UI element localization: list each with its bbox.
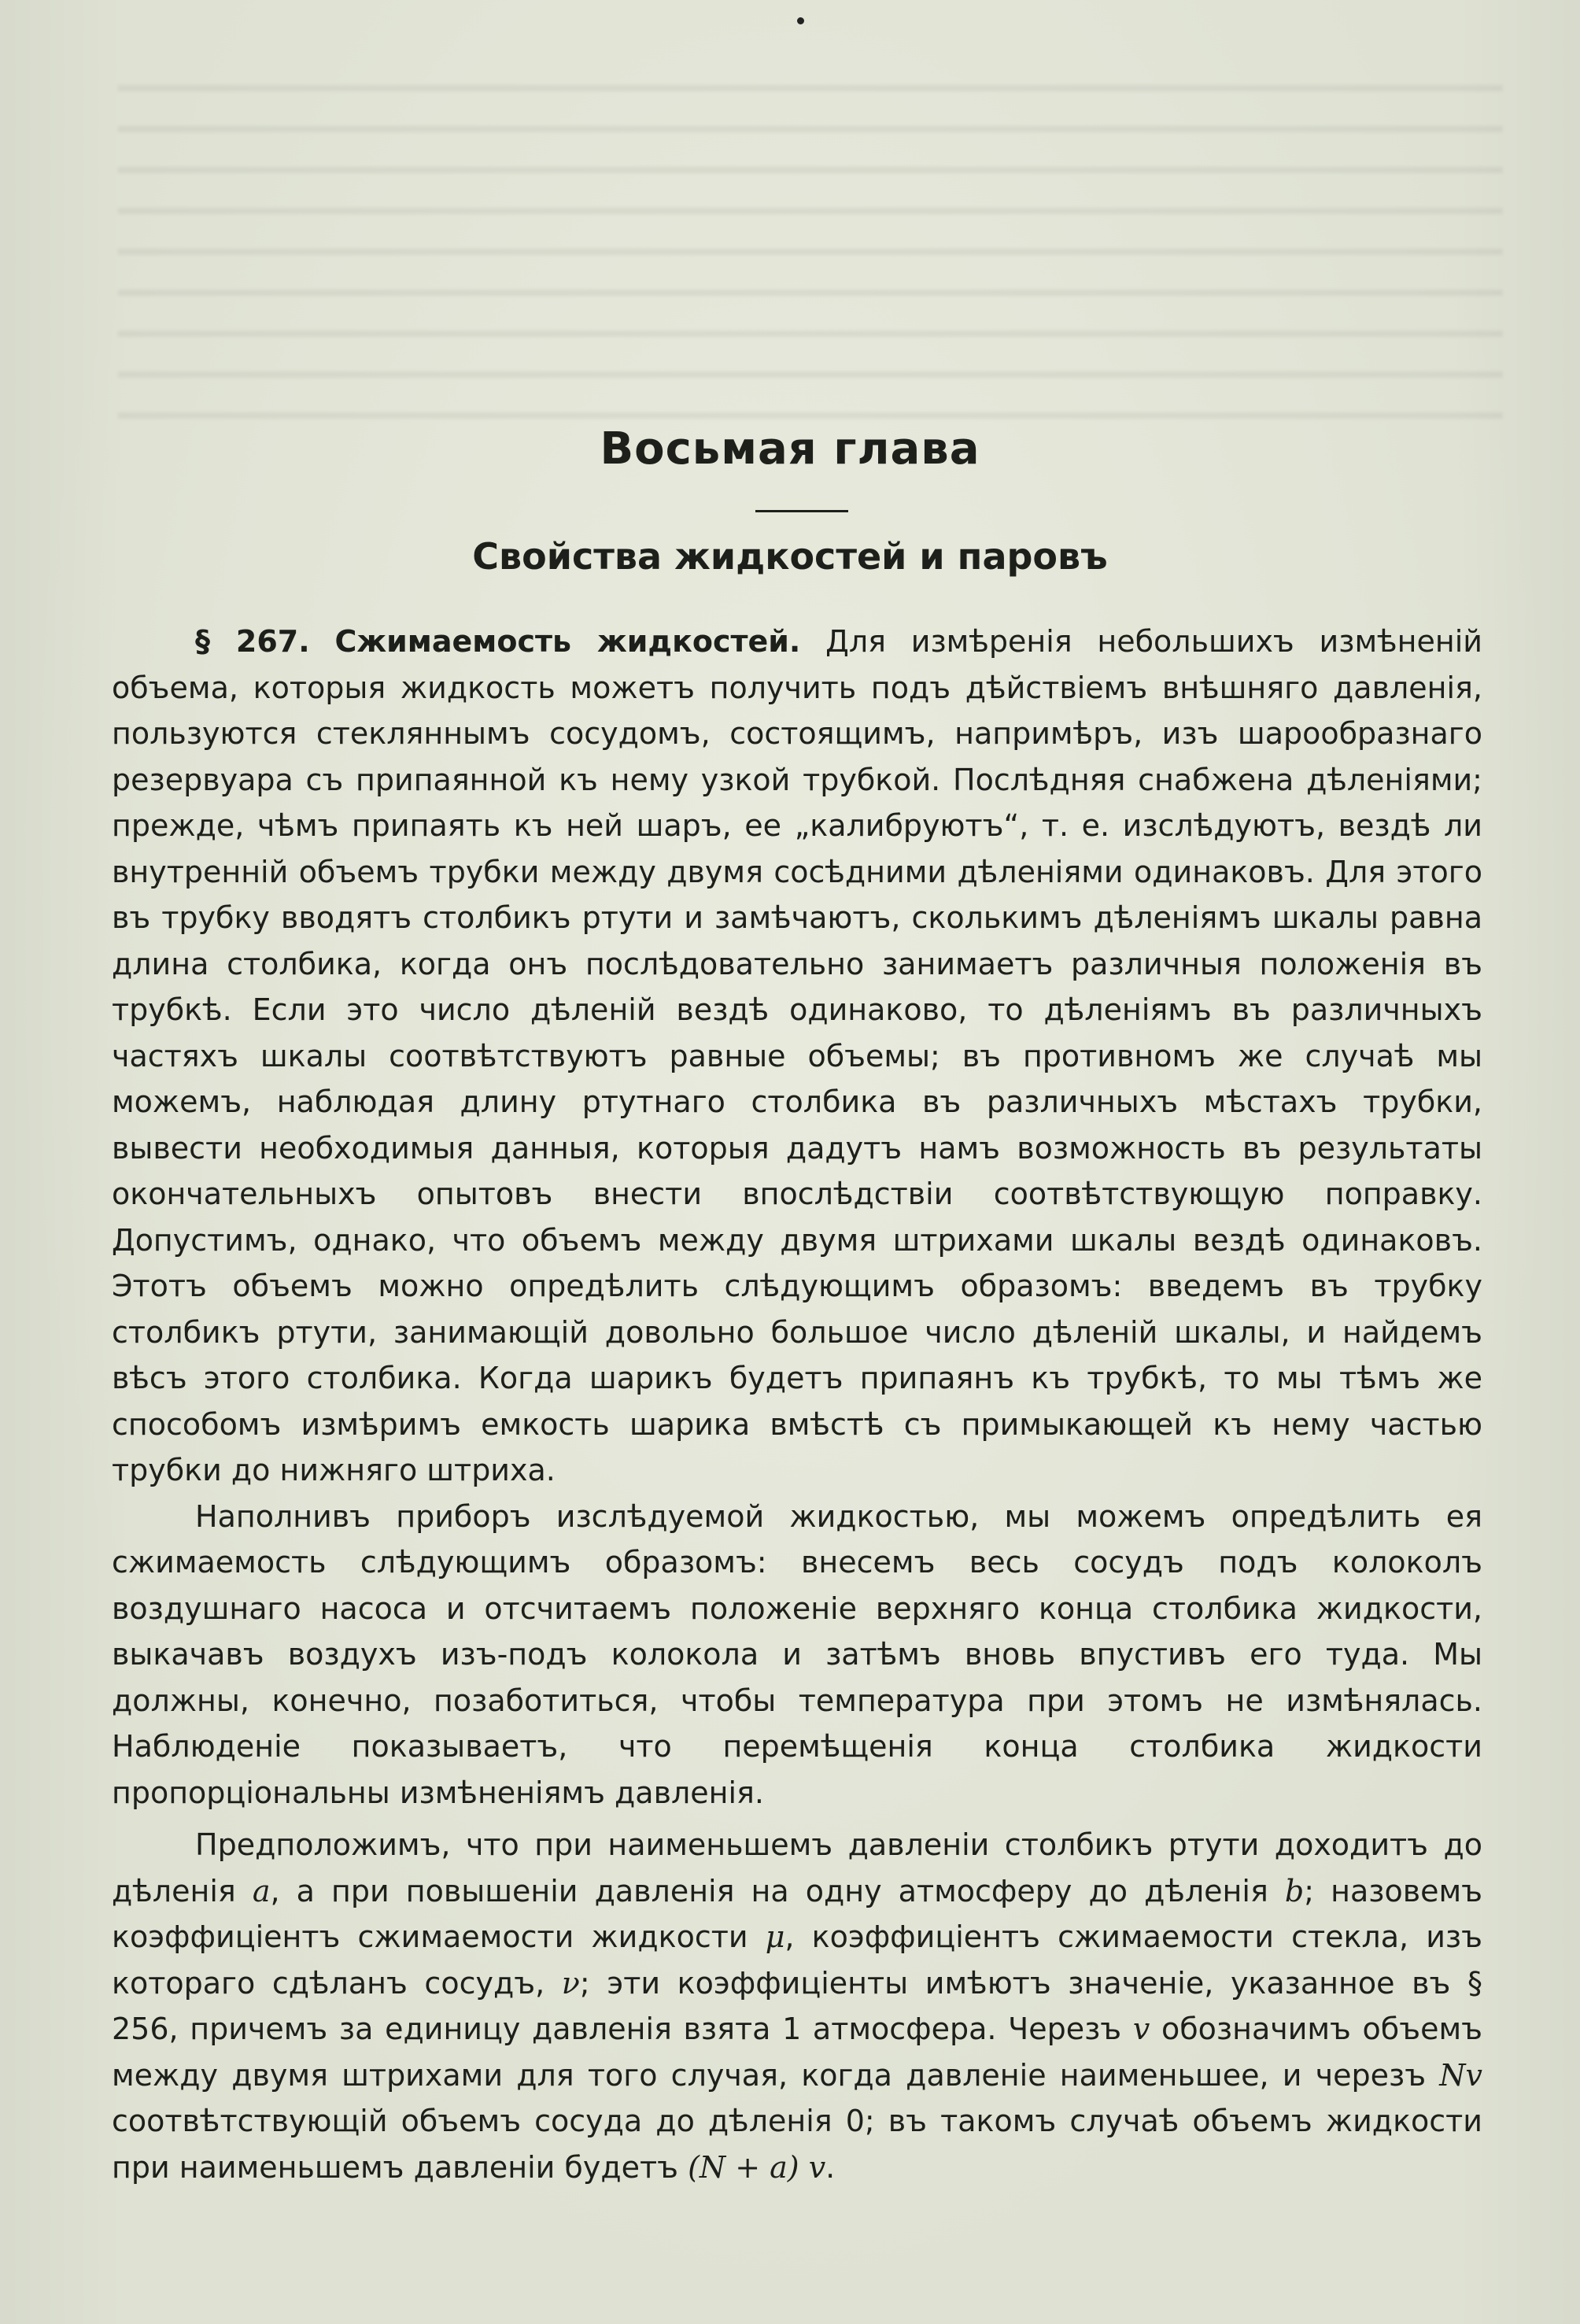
formula-expression: (N + a) v [688,2149,826,2185]
paragraph-3 [112,1822,1482,2190]
variable-nu: ν [561,1965,580,2001]
p3-text-3: ; назовемъ коэффиціентъ сжимаемости жидкости [112,1873,1482,1954]
p3-text-6: обозначимъ объемъ между двумя штрихами для того случая, когда давленіе наименьшее, и черезъ [112,2012,1482,2093]
title-rule [755,510,848,512]
p3-text-4: , коэффиціентъ сжимаемости стекла, изъ котораго сдѣланъ сосудъ, [112,1919,1482,2001]
section-number: § 267. [195,624,310,659]
variable-Nv: Nv [1439,2057,1482,2093]
paragraph-1-text: Для измѣренія небольшихъ измѣненій объема, которыя жидкость можетъ получить подъ дѣйствіемъ внѣшняго давленія, пользуются стекляннымъ сосудомъ, состоящимъ, напримѣръ, изъ шарообразнаго резервуара съ припаянной къ нему узкой трубкой. Послѣдняя снабжена дѣленіями; прежде, чѣмъ припаять къ ней шаръ, ее „калибруютъ“, т. е. изслѣдуютъ, вездѣ ли внутренній объемъ трубки между двумя сосѣдними дѣленіями одинаковъ. Для этого въ трубку вводятъ столбикъ ртути и замѣчаютъ, сколькимъ дѣленіямъ шкалы равна длина столбика, когда онъ послѣдовательно занимаетъ различныя положенія въ трубкѣ. Если это число дѣленій вездѣ одинаково, то дѣленіямъ въ различныхъ частяхъ шкалы соотвѣтствуютъ равные объемы; въ противномъ же случаѣ мы можемъ, наблюдая длину ртутнаго столбика въ различныхъ мѣстахъ трубки, вывести необходимыя данныя, которыя дадутъ намъ возможность въ результаты окончательныхъ опытовъ внести впослѣдствіи соотвѣтствующую поправку. Допустимъ, однако, что объемъ между двумя штрихами шкалы вездѣ одинаковъ. Этотъ объемъ можно опредѣлить слѣдующимъ образомъ: введемъ въ трубку столбикъ ртути, занимающій довольно большое число дѣленій шкалы, и найдемъ вѣсъ этого столбика. Когда шарикъ будетъ припаянъ къ трубкѣ, то мы тѣмъ же способомъ измѣримъ емкость шарика вмѣстѣ съ примыкающей къ нему частью трубки до нижняго штриха. [112,624,1482,1487]
chapter-subtitle: Свойства жидкостей и паровъ [472,535,1108,578]
p3-text-8: . [825,2149,836,2185]
ink-dot [797,17,804,24]
variable-mu: μ [765,1919,785,1954]
paragraph-2: Наполнивъ приборъ изслѣдуемой жидкостью, мы можемъ опредѣлить ея сжимаемость слѣдующимъ образомъ: внесемъ весь сосудъ подъ колоколъ воздушнаго насоса и отсчитаемъ положеніе верхняго конца столбика жидкости, выкачавъ воздухъ изъ-подъ колокола и затѣмъ вновь впустивъ его туда. Мы должны, конечно, позаботиться, чтобы температура при этомъ не измѣнялась. Наблюденіе показываетъ, что перемѣщенія конца столбика жидкости пропорціональны измѣненіямъ давленія. [112,1498,1482,1810]
section-heading: Сжимаемость жидкостей. [334,624,801,659]
p3-text-2: , а при повышеніи давленія на одну атмосферу до дѣленія [270,1873,1268,1908]
variable-v: v [1132,2012,1150,2046]
body-text [112,619,1482,2190]
p3-text-7: соотвѣтствующій объемъ сосуда до дѣленія 0; въ такомъ случаѣ объемъ жидкости при наименьшемъ давленіи будетъ [112,2104,1482,2185]
paragraph-1 [112,619,1482,1494]
bleed-through-shadow [118,69,1503,439]
chapter-title: Восьмая глава [600,423,980,475]
p3-text-5: ; эти коэффиціенты имѣютъ значеніе, указанное въ § 256, причемъ за единицу давленія взята 1 атмосфера. Черезъ [112,1965,1482,2046]
variable-b: b [1284,1873,1305,1908]
p3-text-1: Предположимъ, что при наименьшемъ давленіи столбикъ ртути доходитъ до дѣленія [112,1827,1482,1908]
variable-a: a [252,1873,271,1908]
